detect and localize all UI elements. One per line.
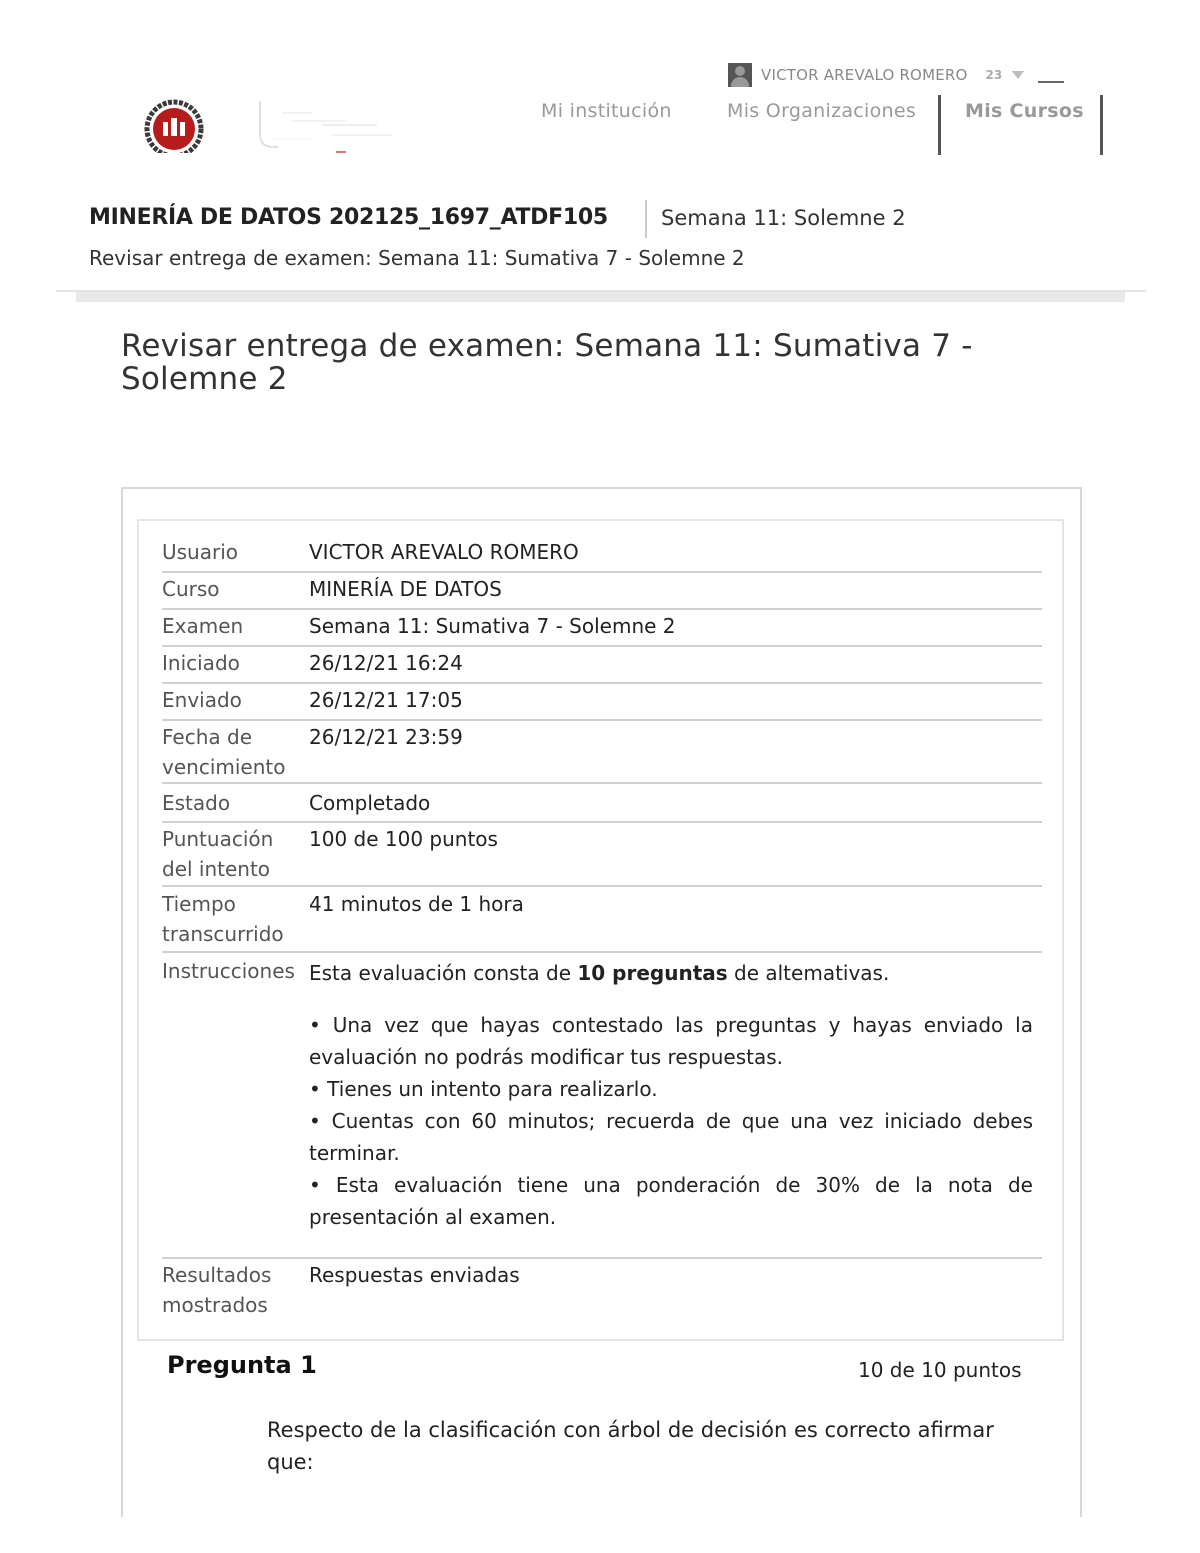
detail-label: Instrucciones bbox=[162, 959, 295, 983]
detail-row-results-shown bbox=[162, 1260, 1042, 1322]
user-name: VICTOR AREVALO ROMERO bbox=[761, 66, 968, 84]
detail-value: 41 minutos de 1 hora bbox=[309, 892, 524, 916]
detail-value: Completado bbox=[309, 791, 431, 815]
detail-label: Usuario bbox=[162, 540, 239, 564]
detail-value: 26/12/21 23:59 bbox=[309, 725, 463, 749]
breadcrumb-current-page: Revisar entrega de examen: Semana 11: Sumativa 7 - Solemne 2 bbox=[89, 246, 745, 270]
nav-tab-my-organizations[interactable]: Mis Organizaciones bbox=[727, 100, 917, 122]
breadcrumb-divider bbox=[645, 200, 647, 238]
detail-row-submitted bbox=[162, 685, 1042, 721]
detail-label: Iniciado bbox=[162, 651, 240, 675]
user-avatar-icon bbox=[728, 63, 752, 87]
question-text: Respecto de la clasificación con árbol de decisión es correcto afirmar que: bbox=[267, 1418, 994, 1474]
nav-tab-my-institution[interactable]: Mi institución bbox=[541, 100, 672, 122]
menu-underline bbox=[1038, 81, 1064, 83]
nav-divider bbox=[938, 95, 941, 155]
detail-value: 26/12/21 17:05 bbox=[309, 688, 463, 712]
course-title-link[interactable]: MINERÍA DE DATOS 202125_1697_ATDF105 bbox=[89, 205, 608, 230]
question-points: 10 de 10 puntos bbox=[858, 1358, 1022, 1382]
detail-row-instructions bbox=[162, 956, 1042, 1259]
detail-label: Fecha de vencimiento bbox=[162, 725, 286, 779]
detail-label: Examen bbox=[162, 614, 244, 638]
detail-row-user bbox=[162, 537, 1042, 573]
top-bar bbox=[0, 0, 1200, 170]
detail-value: 100 de 100 puntos bbox=[309, 827, 498, 851]
detail-label: Tiempo transcurrido bbox=[162, 892, 284, 946]
instruction-bullet: • Una vez que hayas contestado las preguntas y hayas enviado la evaluación no podrás modificar tus respuestas. bbox=[309, 1013, 1033, 1069]
nav-divider bbox=[1100, 95, 1103, 155]
detail-value: 26/12/21 16:24 bbox=[309, 651, 463, 675]
breadcrumb-week-link[interactable]: Semana 11: Solemne 2 bbox=[661, 206, 906, 230]
detail-row-due-date bbox=[162, 722, 1042, 784]
detail-label: Curso bbox=[162, 577, 220, 601]
detail-label: Resultados mostrados bbox=[162, 1263, 272, 1317]
instruction-bullet: • Cuentas con 60 minutos; recuerda de que una vez iniciado debes terminar. bbox=[309, 1109, 1033, 1165]
notification-count-badge[interactable]: 23 bbox=[985, 68, 1003, 82]
detail-row-score bbox=[162, 824, 1042, 887]
attempt-details-table bbox=[137, 519, 1064, 1341]
detail-value: VICTOR AREVALO ROMERO bbox=[309, 540, 579, 564]
header-band bbox=[76, 292, 1125, 302]
detail-label: Puntuación del intento bbox=[162, 827, 274, 881]
detail-row-elapsed-time bbox=[162, 889, 1042, 953]
user-menu[interactable] bbox=[728, 62, 1064, 88]
detail-row-status bbox=[162, 788, 1042, 823]
detail-label: Estado bbox=[162, 791, 231, 815]
nav-tab-my-courses[interactable]: Mis Cursos bbox=[965, 100, 1084, 122]
detail-value: MINERÍA DE DATOS bbox=[309, 577, 502, 601]
detail-value: Semana 11: Sumativa 7 - Solemne 2 bbox=[309, 614, 676, 638]
university-wordmark-logo[interactable] bbox=[252, 95, 397, 155]
page-title: Revisar entrega de examen: Semana 11: Sumativa 7 - Solemne 2 bbox=[121, 328, 973, 397]
chevron-down-icon[interactable] bbox=[1012, 71, 1024, 79]
detail-value: Respuestas enviadas bbox=[309, 1263, 520, 1287]
detail-row-exam bbox=[162, 611, 1042, 647]
instruction-bullet: • Tienes un intento para realizarlo. bbox=[309, 1077, 658, 1101]
detail-row-started bbox=[162, 648, 1042, 684]
question-title: Pregunta 1 bbox=[167, 1351, 317, 1379]
detail-row-course bbox=[162, 574, 1042, 610]
instruction-bullet: • Esta evaluación tiene una ponderación de 30% de la nota de presentación al examen. bbox=[309, 1173, 1033, 1229]
instructions-text bbox=[309, 957, 1033, 1233]
detail-label: Enviado bbox=[162, 688, 242, 712]
instructions-lead: Esta evaluación consta de 10 preguntas de altemativas. bbox=[309, 961, 890, 985]
university-seal-logo[interactable] bbox=[143, 98, 205, 156]
